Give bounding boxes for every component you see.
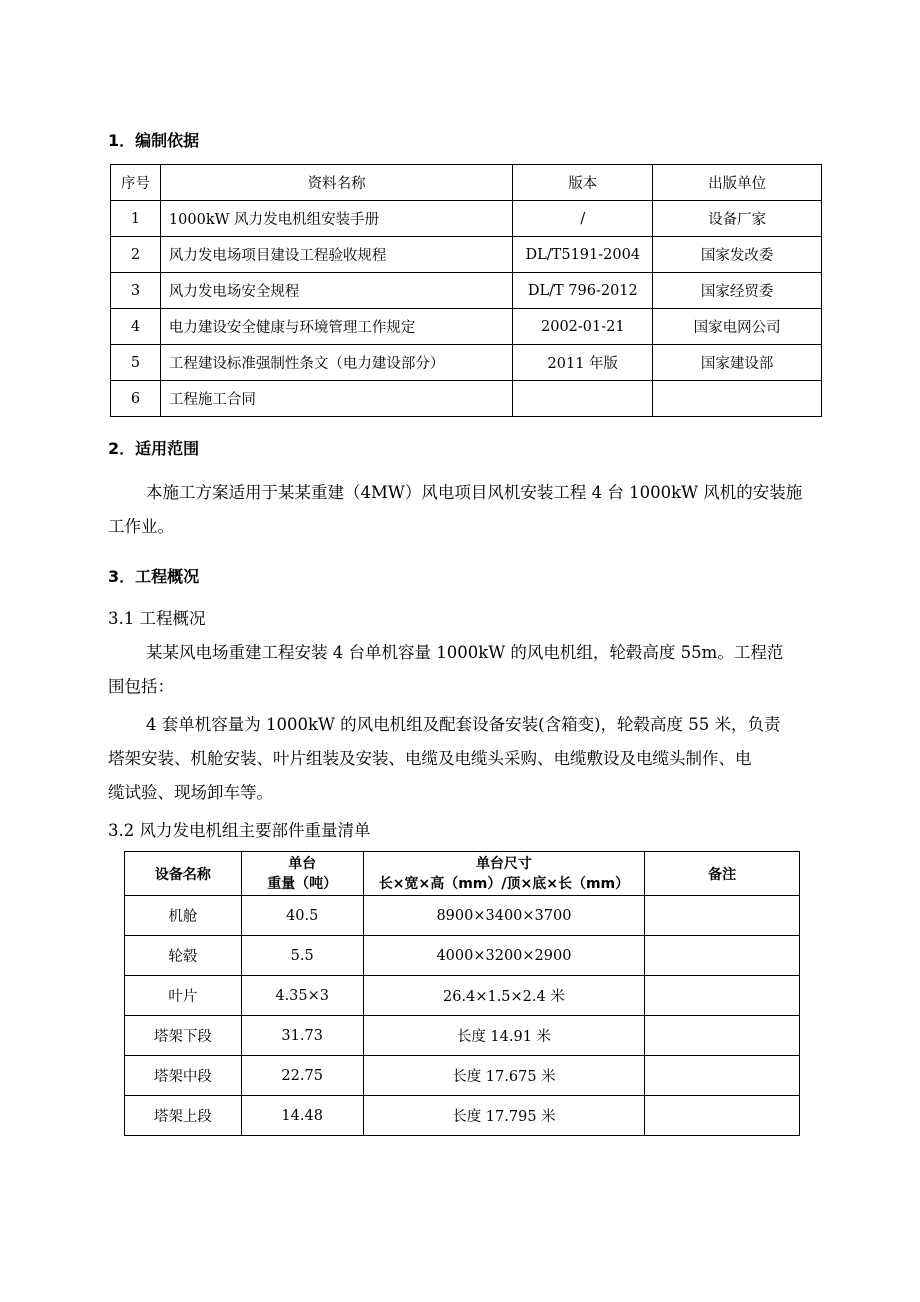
col-header-publisher: 出版单位 [653, 165, 822, 201]
reference-table [110, 164, 822, 417]
col-header-doc-name: 资料名称 [160, 165, 512, 201]
cell-equipment-name: 塔架下段 [125, 1016, 242, 1056]
cell-doc-name: 风力发电场安全规程 [160, 273, 512, 309]
cell-equipment-name: 塔架上段 [125, 1096, 242, 1136]
cell-weight: 40.5 [241, 896, 363, 936]
table-row [125, 936, 800, 976]
cell-publisher: 设备厂家 [653, 201, 822, 237]
table-row [111, 309, 822, 345]
table-row [111, 273, 822, 309]
col-header-size [363, 852, 645, 896]
cell-equipment-name: 机舱 [125, 896, 242, 936]
cell-publisher: 国家发改委 [653, 237, 822, 273]
section-heading-2: 2．适用范围 [108, 439, 200, 458]
cell-doc-name: 电力建设安全健康与环境管理工作规定 [160, 309, 512, 345]
overview-paragraph-1-line-2: 围包括： [108, 677, 174, 696]
cell-weight: 5.5 [241, 936, 363, 976]
cell-note [645, 976, 800, 1016]
cell-publisher: 国家电网公司 [653, 309, 822, 345]
cell-size: 长度 17.675 米 [363, 1056, 645, 1096]
cell-note [645, 1096, 800, 1136]
table-row [125, 976, 800, 1016]
table-row [111, 237, 822, 273]
section-heading-1: 1．编制依据 [108, 131, 200, 150]
col-header-size-line-1: 单台尺寸 [475, 855, 532, 872]
cell-weight: 22.75 [241, 1056, 363, 1096]
cell-size: 长度 17.795 米 [363, 1096, 645, 1136]
table-header-row [111, 165, 822, 201]
col-header-equipment-name: 设备名称 [125, 852, 242, 896]
cell-equipment-name: 轮毂 [125, 936, 242, 976]
col-header-size-line-2: 长×宽×高（mm）/顶×底×长（mm） [378, 875, 630, 892]
overview-paragraph-2-line-3: 缆试验、现场卸车等。 [108, 783, 273, 802]
cell-equipment-name: 叶片 [125, 976, 242, 1016]
table-row [111, 201, 822, 237]
cell-publisher: 国家建设部 [653, 345, 822, 381]
cell-version: / [513, 201, 653, 237]
cell-index: 6 [111, 381, 161, 417]
cell-size: 4000×3200×2900 [363, 936, 645, 976]
cell-version: DL/T5191-2004 [513, 237, 653, 273]
table-row [111, 345, 822, 381]
cell-doc-name: 工程建设标准强制性条文（电力建设部分） [160, 345, 512, 381]
cell-weight: 31.73 [241, 1016, 363, 1056]
col-header-version: 版本 [513, 165, 653, 201]
col-header-index: 序号 [111, 165, 161, 201]
cell-note [645, 1056, 800, 1096]
cell-version: 2002-01-21 [513, 309, 653, 345]
overview-paragraph-1-line-1: 某某风电场重建工程安装 4 台单机容量 1000kW 的风电机组，轮毂高度 55m。工程范 [146, 643, 784, 662]
cell-note [645, 1016, 800, 1056]
cell-weight: 4.35×3 [241, 976, 363, 1016]
overview-paragraph-2-line-2: 塔架安装、机舱安装、叶片组装及安装、电缆及电缆头采购、电缆敷设及电缆头制作、电 [108, 749, 752, 768]
table-header-row [125, 852, 800, 896]
component-weight-table [124, 851, 800, 1136]
cell-index: 4 [111, 309, 161, 345]
scope-paragraph-line-1: 本施工方案适用于某某重建（4MW）风电项目风机安装工程 4 台 1000kW 风机的安装施 [146, 483, 803, 502]
col-header-weight-line-1: 单台 [288, 855, 317, 872]
table-row [125, 1096, 800, 1136]
overview-paragraph-2-line-1: 4 套单机容量为 1000kW 的风电机组及配套设备安装(含箱变)，轮毂高度 55 米，负责 [146, 715, 781, 734]
cell-index: 3 [111, 273, 161, 309]
cell-index: 1 [111, 201, 161, 237]
cell-doc-name: 风力发电场项目建设工程验收规程 [160, 237, 512, 273]
cell-publisher: 国家经贸委 [653, 273, 822, 309]
cell-index: 5 [111, 345, 161, 381]
cell-size: 长度 14.91 米 [363, 1016, 645, 1056]
subsection-heading-3-1: 3.1 工程概况 [108, 609, 206, 628]
cell-publisher [653, 381, 822, 417]
table-row [125, 1056, 800, 1096]
cell-equipment-name: 塔架中段 [125, 1056, 242, 1096]
subsection-heading-3-2: 3.2 风力发电机组主要部件重量清单 [108, 821, 371, 840]
cell-version: DL/T 796-2012 [513, 273, 653, 309]
cell-version: 2011 年版 [513, 345, 653, 381]
cell-weight: 14.48 [241, 1096, 363, 1136]
table-row [125, 1016, 800, 1056]
cell-note [645, 936, 800, 976]
cell-doc-name: 1000kW 风力发电机组安装手册 [160, 201, 512, 237]
cell-index: 2 [111, 237, 161, 273]
col-header-weight-line-2: 重量（吨） [267, 875, 338, 892]
cell-size: 26.4×1.5×2.4 米 [363, 976, 645, 1016]
table-row [111, 381, 822, 417]
col-header-note: 备注 [645, 852, 800, 896]
cell-note [645, 896, 800, 936]
table-row [125, 896, 800, 936]
cell-version [513, 381, 653, 417]
cell-doc-name: 工程施工合同 [160, 381, 512, 417]
cell-size: 8900×3400×3700 [363, 896, 645, 936]
col-header-weight [241, 852, 363, 896]
scope-paragraph-line-2: 工作业。 [108, 517, 174, 536]
section-heading-3: 3．工程概况 [108, 567, 200, 586]
